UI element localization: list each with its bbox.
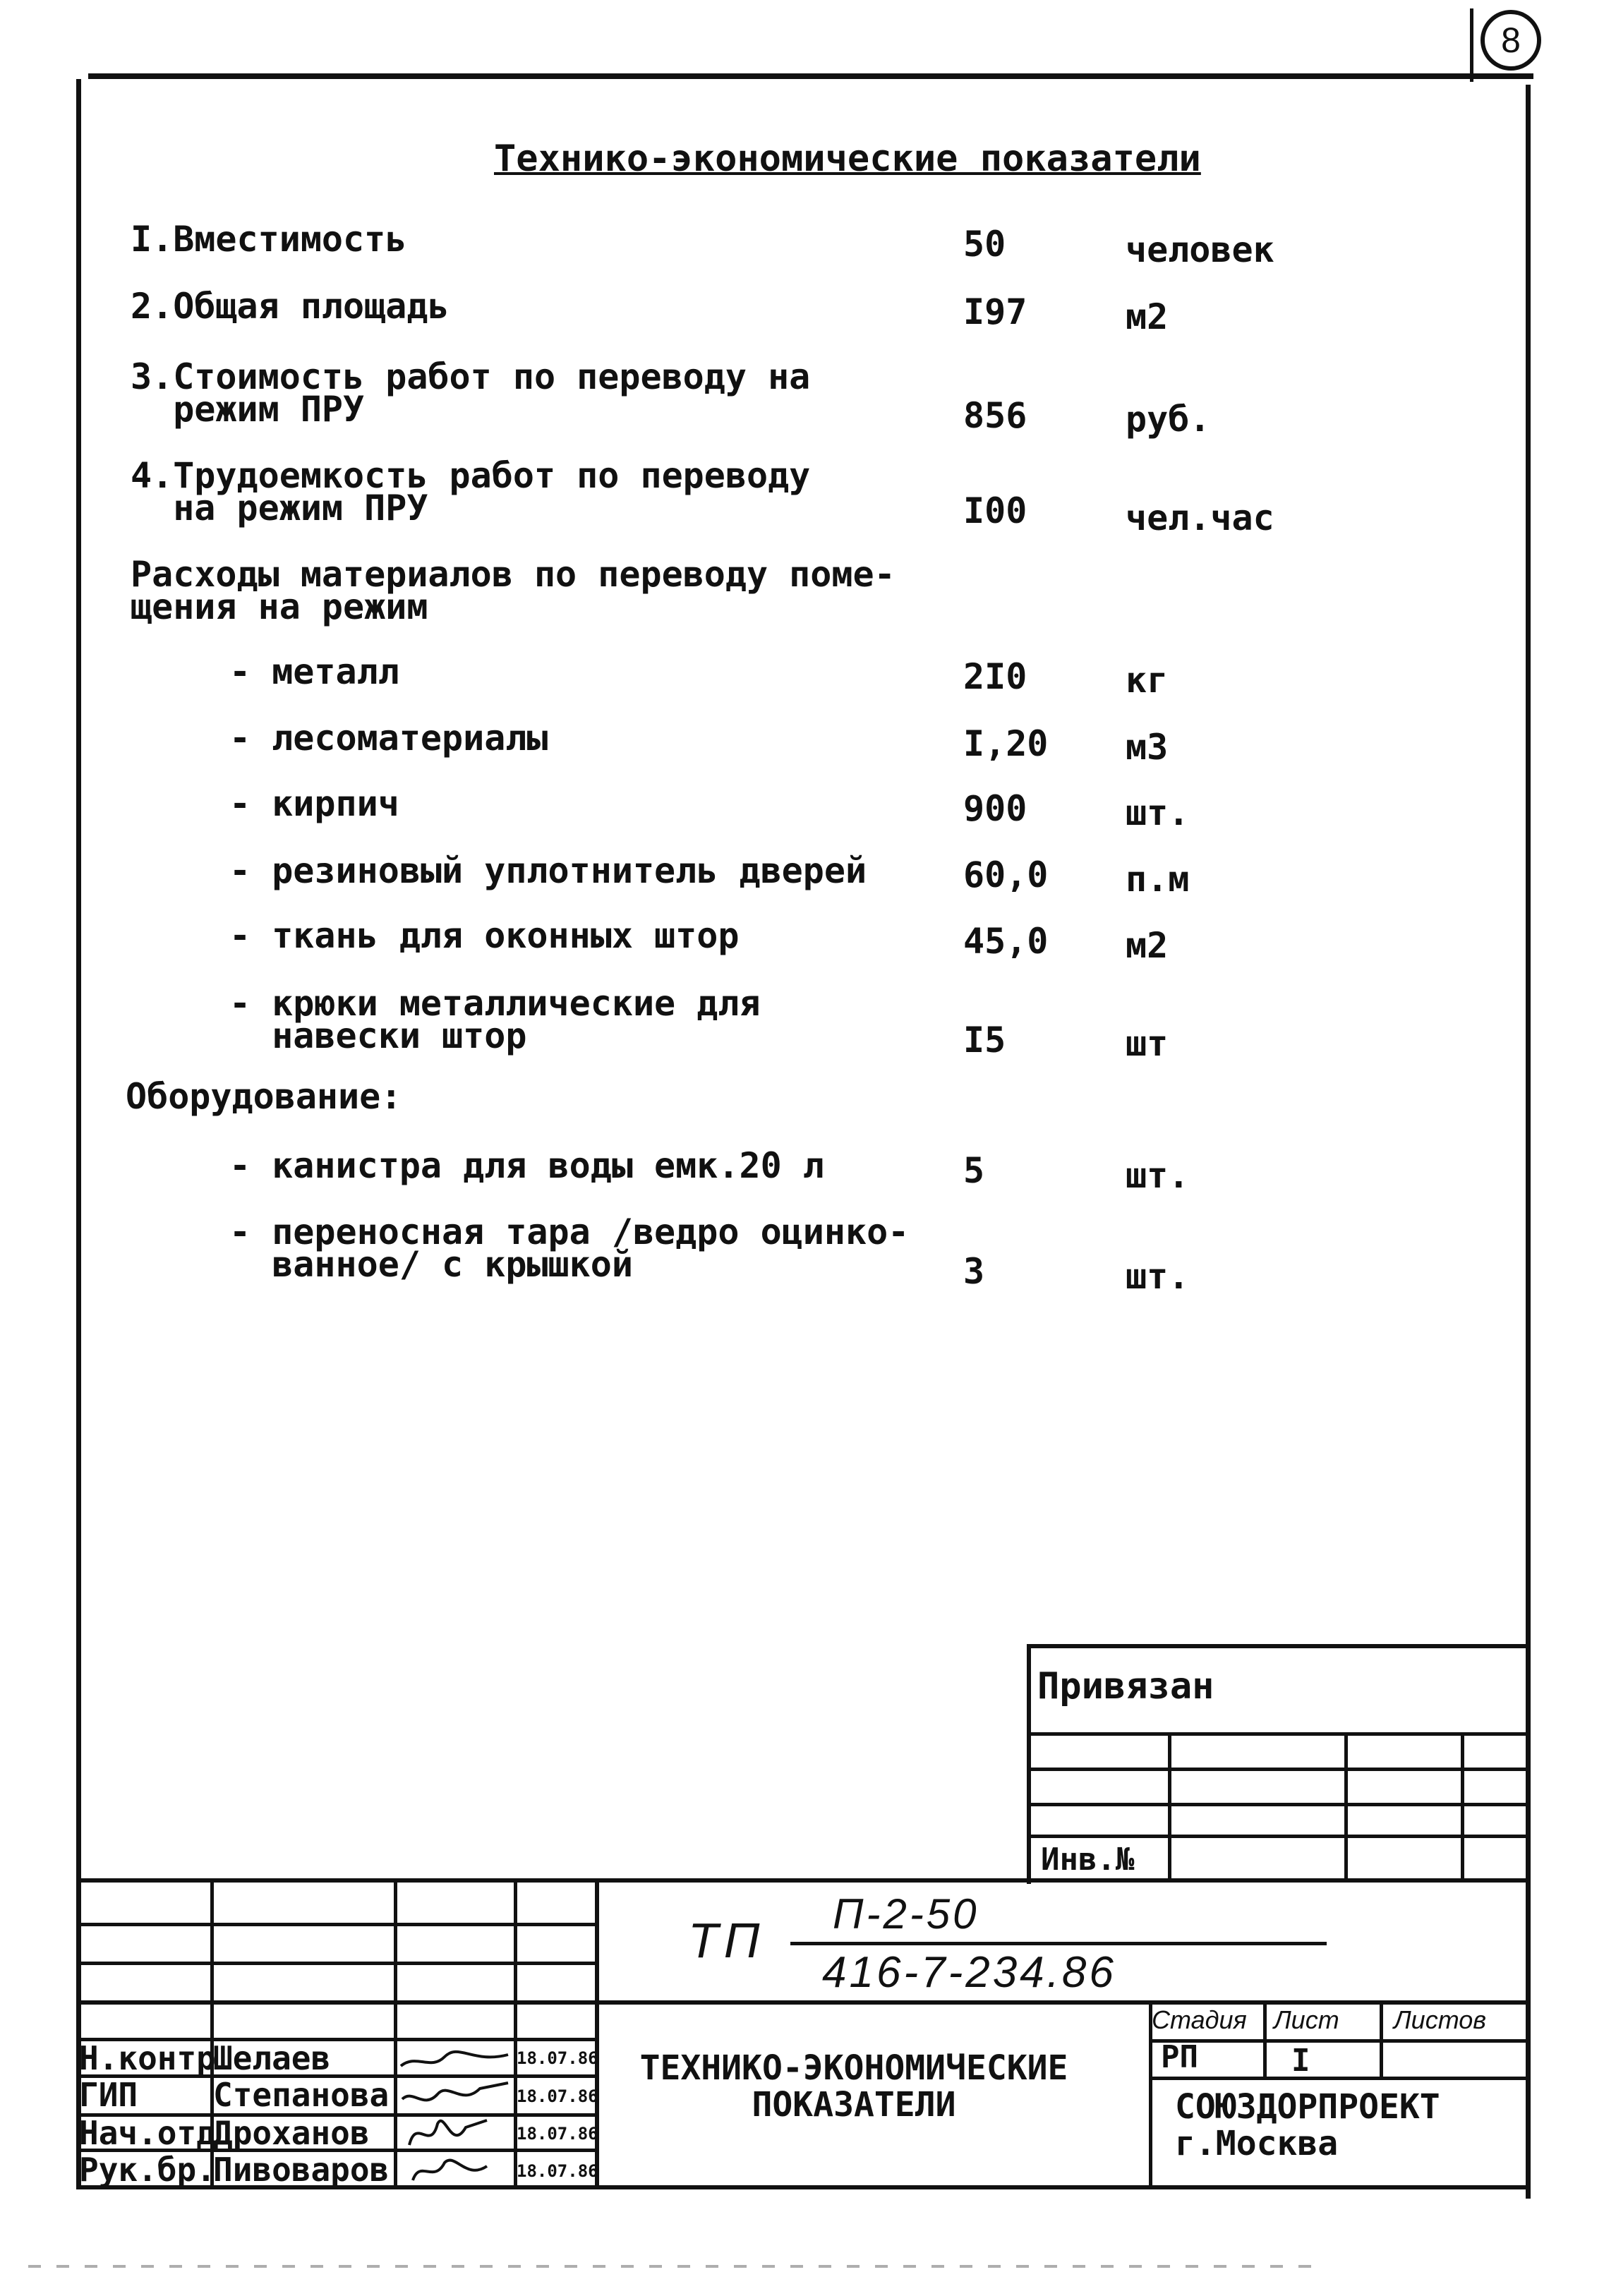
indicator-label-cost: 3.Стоимость работ по переводу на — [131, 356, 811, 397]
equipment-unit-canister: шт. — [1126, 1155, 1190, 1196]
indicator-unit-labor: чел.час — [1126, 497, 1274, 538]
handwritten-signatures — [395, 2039, 514, 2187]
organization-name: СОЮЗДОРПРОЕКТ — [1175, 2087, 1440, 2127]
page-number: 8 — [1481, 10, 1541, 71]
material-unit-seal: п.м — [1126, 859, 1190, 900]
title-block-top-line — [76, 1878, 1530, 1883]
binding-line — [1030, 1768, 1528, 1771]
signature-date: 18.07.86 — [517, 2048, 598, 2068]
binding-line — [1030, 1732, 1528, 1736]
equipment-value-bucket: 3 — [963, 1251, 985, 1292]
title-block-line — [76, 2000, 1530, 2005]
material-label-fabric: - ткань для оконных штор — [229, 915, 740, 956]
material-label-hooks: - крюки металлические для — [229, 983, 761, 1024]
signature-name: Шелаев — [213, 2039, 331, 2077]
signature-name: Дроханов — [213, 2114, 370, 2152]
binding-column-line — [1168, 1732, 1171, 1880]
scan-artifact — [28, 2265, 1313, 2268]
material-label-brick: - кирпич — [229, 783, 399, 824]
binding-column-line — [1344, 1732, 1348, 1880]
indicator-value-area: I97 — [963, 291, 1027, 332]
title-block-line — [1149, 2077, 1530, 2080]
signature-date: 18.07.86 — [517, 2124, 598, 2144]
indicator-unit-cost: руб. — [1126, 399, 1211, 440]
title-block-line — [1149, 2039, 1530, 2043]
material-label-timber: - лесоматериалы — [229, 718, 548, 759]
indicator-unit-capacity: человек — [1126, 229, 1274, 270]
materials-heading-line2: щения на режим — [131, 586, 428, 627]
page-title: Технико-экономические показатели — [494, 138, 1201, 180]
signature-scribble — [413, 2161, 487, 2180]
indicator-label-cost-line2: режим ПРУ — [131, 389, 365, 430]
indicator-label-capacity: I.Вместимость — [131, 219, 407, 260]
material-value-brick: 900 — [963, 788, 1027, 829]
stage-header: Стадия — [1152, 2005, 1247, 2034]
organization-city: г.Москва — [1175, 2124, 1339, 2163]
indicator-unit-area: м2 — [1126, 296, 1169, 337]
equipment-unit-bucket: шт. — [1126, 1256, 1190, 1297]
organization — [1175, 2089, 1440, 2162]
title-block-column-line — [1263, 2002, 1267, 2077]
equipment-label-canister: - канистра для воды емк.20 л — [229, 1145, 824, 1186]
material-value-hooks: I5 — [963, 1020, 1006, 1061]
material-label-hooks-line2: навески штор — [229, 1015, 527, 1056]
frame-top-border — [88, 73, 1533, 79]
material-value-timber: I,20 — [963, 723, 1049, 764]
binding-line — [1030, 1835, 1528, 1838]
signature-date: 18.07.86 — [517, 2086, 598, 2106]
signature-role: Рук.бр. — [79, 2151, 216, 2189]
material-label-metal: - металл — [229, 651, 399, 692]
material-unit-timber: м3 — [1126, 727, 1169, 768]
signature-role: Н.контр — [79, 2039, 216, 2077]
equipment-label-bucket: - переносная тара /ведро оцинко- — [229, 1212, 910, 1252]
signature-scribble — [409, 2120, 487, 2145]
indicator-label-labor: 4.Трудоемкость работ по переводу — [131, 455, 811, 496]
code-denominator: 416-7-234.86 — [822, 1948, 1116, 1997]
inventory-number-label: Инв.№ — [1041, 1842, 1135, 1878]
indicator-value-cost: 856 — [963, 395, 1027, 436]
binding-line — [1030, 1803, 1528, 1806]
material-value-fabric: 45,0 — [963, 921, 1049, 962]
sheets-header: Листов — [1394, 2005, 1487, 2034]
sheet-value: I — [1291, 2043, 1310, 2079]
signature-scribble — [401, 2052, 508, 2066]
material-value-metal: 2I0 — [963, 656, 1027, 697]
indicator-value-capacity: 50 — [963, 224, 1006, 265]
material-unit-fabric: м2 — [1126, 925, 1169, 966]
material-value-seal: 60,0 — [963, 854, 1049, 895]
document-title — [607, 2050, 1101, 2123]
indicator-value-labor: I00 — [963, 490, 1027, 531]
materials-heading: Расходы материалов по переводу поме- — [131, 554, 896, 595]
equipment-value-canister: 5 — [963, 1150, 985, 1191]
material-label-seal: - резиновый уплотнитель дверей — [229, 850, 867, 891]
sheet-header: Лист — [1274, 2005, 1339, 2034]
binding-title: Привязан — [1037, 1665, 1214, 1708]
corner-line — [1470, 8, 1473, 82]
title-block-column-line — [1380, 2002, 1383, 2077]
material-unit-hooks: шт — [1126, 1023, 1169, 1064]
material-unit-brick: шт. — [1126, 792, 1190, 833]
signature-scribble — [402, 2083, 508, 2100]
code-prefix: ТП — [688, 1913, 766, 1968]
document-title-line2: ПОКАЗАТЕЛИ — [752, 2085, 956, 2125]
signature-role: Нач.отд — [79, 2114, 216, 2152]
material-unit-metal: кг — [1126, 660, 1169, 701]
binding-column-line — [1461, 1732, 1464, 1880]
signature-role: ГИП — [79, 2076, 138, 2114]
equipment-label-bucket-line2: ванное/ с крышкой — [229, 1244, 633, 1285]
frame-left-border — [76, 79, 81, 2189]
signature-name: Степанова — [213, 2076, 390, 2114]
document-title-line1: ТЕХНИКО-ЭКОНОМИЧЕСКИЕ — [639, 2048, 1068, 2088]
code-numerator: П-2-50 — [833, 1890, 979, 1938]
stage-value: РП — [1161, 2039, 1198, 2075]
indicator-label-labor-line2: на режим ПРУ — [131, 488, 428, 528]
code-fraction-bar — [790, 1942, 1327, 1945]
signature-name: Пивоваров — [213, 2151, 390, 2189]
signature-date: 18.07.86 — [517, 2161, 598, 2181]
equipment-heading: Оборудование: — [126, 1076, 402, 1117]
indicator-label-area: 2.Общая площадь — [131, 286, 450, 327]
